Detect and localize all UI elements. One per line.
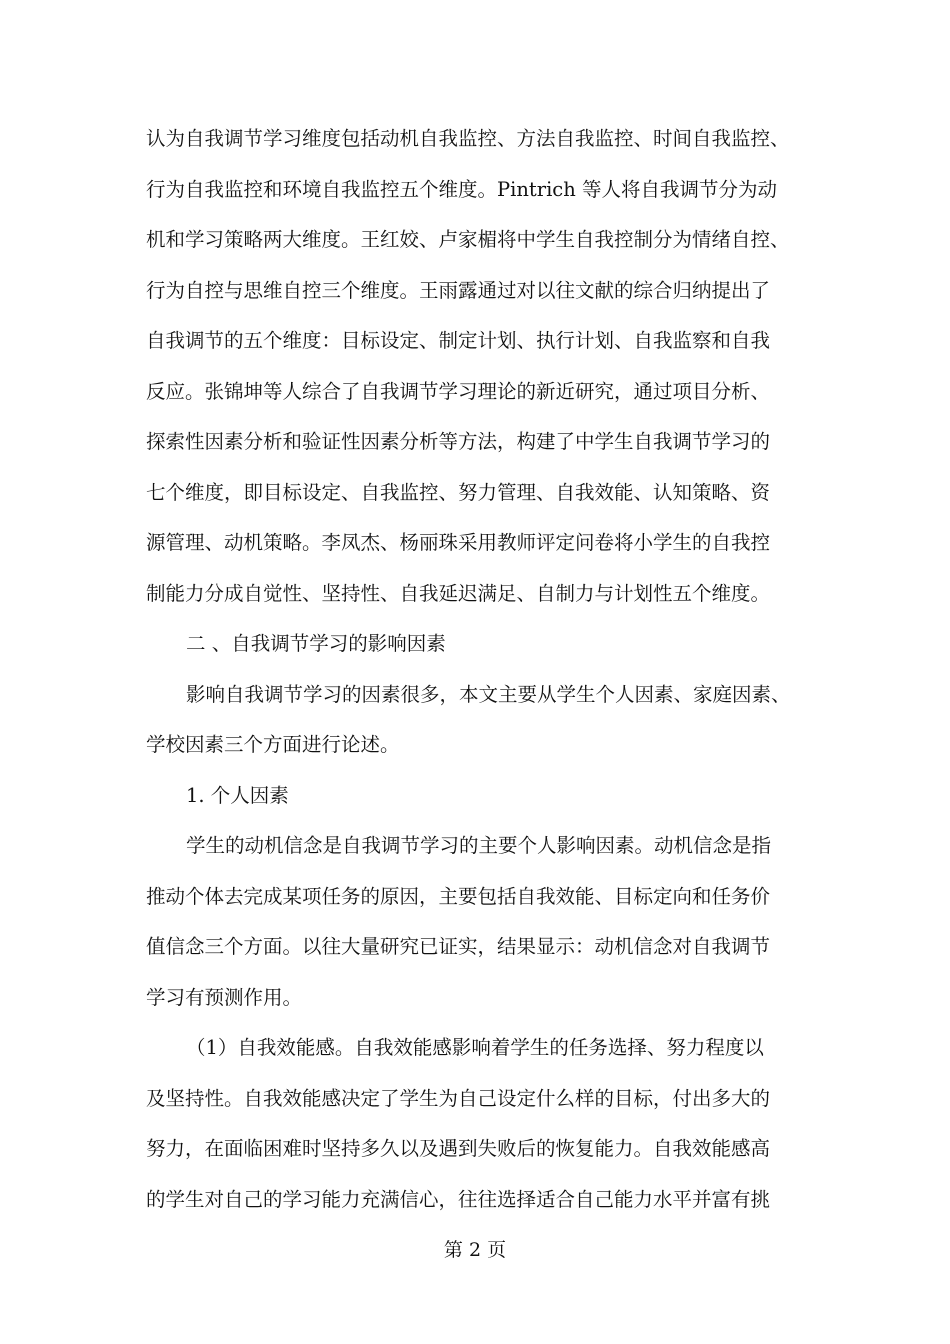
text-line: 机和学习策略两大维度。王红姣、卢家楣将中学生自我控制分为情绪自控、 (146, 228, 790, 251)
text-line: 制能力分成自觉性、坚持性、自我延迟满足、自制力与计划性五个维度。 (146, 581, 771, 605)
text-line: 行为自控与思维自控三个维度。王雨露通过对以往文献的综合归纳提出了 (146, 278, 771, 302)
text-line: 影响自我调节学习的因素很多，本文主要从学生个人因素、家庭因素、 (186, 682, 791, 706)
text-line: 学校因素三个方面进行论述。 (146, 733, 400, 756)
section-heading: 二 、自我调节学习的影响因素 (186, 632, 446, 655)
text-line: 自我调节的五个维度：目标设定、制定计划、执行计划、自我监察和自我 (146, 329, 771, 352)
page-number: 第 2 页 (443, 1239, 507, 1261)
text-line: 推动个体去完成某项任务的原因，主要包括自我效能、目标定向和任务价 (146, 884, 771, 908)
text-line: 行为自我监控和环境自我监控五个维度。Pintrich 等人将自我调节分为动 (146, 177, 777, 201)
text-line: 努力，在面临困难时坚持多久以及遇到失败后的恢复能力。自我效能感高 (146, 1137, 771, 1160)
text-line: 认为自我调节学习维度包括动机自我监控、方法自我监控、时间自我监控、 (146, 127, 790, 150)
text-line: 及坚持性。自我效能感决定了学生为自己设定什么样的目标，付出多大的 (146, 1086, 771, 1110)
text-line: 的学生对自己的学习能力充满信心，往往选择适合自己能力水平并富有挑 (146, 1187, 771, 1211)
text-line: 反应。张锦坤等人综合了自我调节学习理论的新近研究，通过项目分析、 (146, 379, 771, 403)
text-line: 七个维度，即目标设定、自我监控、努力管理、自我效能、认知策略、资 (146, 480, 771, 504)
text-line: 源管理、动机策略。李凤杰、杨丽珠采用教师评定问卷将小学生的自我控 (146, 531, 771, 554)
text-line: 探索性因素分析和验证性因素分析等方法，构建了中学生自我调节学习的 (146, 430, 771, 453)
text-line: 学习有预测作用。 (146, 985, 303, 1009)
text-line: 学生的动机信念是自我调节学习的主要个人影响因素。动机信念是指 (186, 834, 772, 857)
subsection-heading: 1. 个人因素 (186, 783, 289, 807)
body-text (146, 114, 810, 1225)
text-line: 值信念三个方面。以往大量研究已证实，结果显示：动机信念对自我调节 (146, 935, 771, 958)
text-line: （1）自我效能感。自我效能感影响着学生的任务选择、努力程度以 (186, 1036, 764, 1059)
